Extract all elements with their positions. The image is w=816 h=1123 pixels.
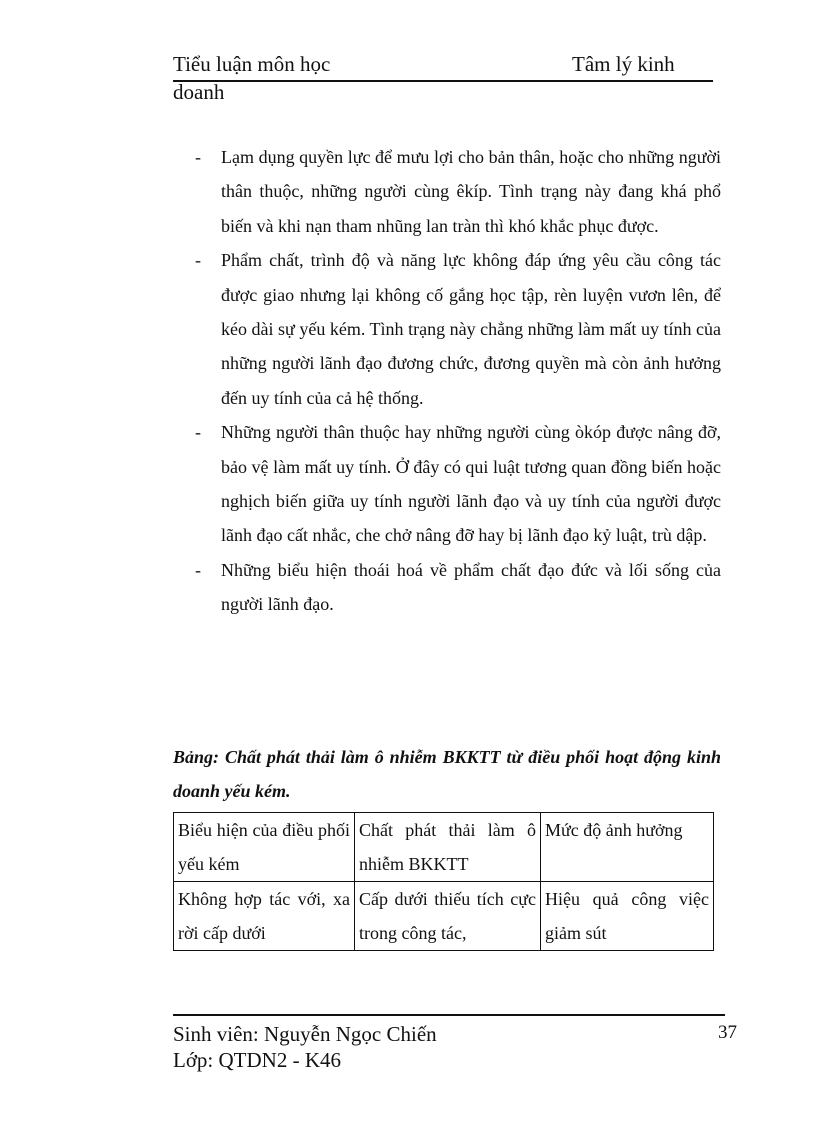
bullet-text: Những người thân thuộc hay những người cùng òkóp được nâng đỡ, bảo vệ làm mất uy tính. Ở đây có qui luật tương quan đồng biến hoặc nghịch biến giữa uy tính người lãnh đạo và uy tính của người được lãnh đạo cất nhắc, che chở nâng đỡ hay bị lãnh đạo kỷ luật, trù dập. — [221, 422, 721, 546]
table-header-row — [174, 813, 714, 882]
bullet-item — [195, 415, 721, 553]
table-caption: Bảng: Chất phát thải làm ô nhiễm BKKTT từ điều phối hoạt động kinh doanh yếu kém. — [173, 747, 721, 801]
bullet-list — [195, 140, 721, 622]
table-row — [174, 882, 714, 951]
footer-class: Lớp: QTDN2 - K46 — [173, 1048, 341, 1072]
bullet-text: Phẩm chất, trình độ và năng lực không đáp ứng yêu cầu công tác được giao nhưng lại không cố gắng học tập, rèn luyện vươn lên, để kéo dài sự yếu kém. Tình trạng này chẳng những làm mất uy tính của những người lãnh đạo đương chức, đương quyền mà còn ảnh hưởng đến uy tính của cả hệ thống. — [221, 250, 721, 408]
bullet-item — [195, 140, 721, 243]
bullet-text: Lạm dụng quyền lực để mưu lợi cho bản thân, hoặc cho những người thân thuộc, những người cùng êkíp. Tình trạng này đang khá phổ biến và khi nạn tham nhũng lan tràn thì khó khắc phục được. — [221, 147, 721, 236]
header-subject-wrap: doanh — [173, 80, 225, 104]
header-subject: Tâm lý kinh — [572, 52, 675, 76]
footer-student: Sinh viên: Nguyễn Ngọc Chiến — [173, 1022, 437, 1046]
footer-rule — [173, 1014, 725, 1016]
bullet-item — [195, 553, 721, 622]
bullet-dash: - — [195, 250, 201, 271]
bullet-dash: - — [195, 147, 201, 167]
table-cell: Biểu hiện của điều phối yếu kém — [174, 813, 355, 882]
bullet-item — [195, 243, 721, 415]
bullet-dash: - — [195, 422, 201, 443]
header-rule — [173, 80, 713, 82]
bullet-dash: - — [195, 559, 201, 580]
page-number: 37 — [718, 1022, 737, 1043]
table-cell: Mức độ ảnh hưởng — [541, 813, 714, 882]
header-title: Tiểu luận môn học — [173, 52, 331, 76]
table-cell: Chất phát thải làm ô nhiễm BKKTT — [355, 813, 541, 882]
table-cell: Không hợp tác với, xa rời cấp dưới — [174, 882, 355, 951]
bullet-text: Những biểu hiện thoái hoá về phẩm chất đạo đức và lối sống của người lãnh đạo. — [221, 559, 721, 615]
table-cell: Cấp dưới thiếu tích cực trong công tác, — [355, 882, 541, 951]
data-table — [173, 812, 714, 951]
table-cell: Hiệu quả công việc giảm sút — [541, 882, 714, 951]
